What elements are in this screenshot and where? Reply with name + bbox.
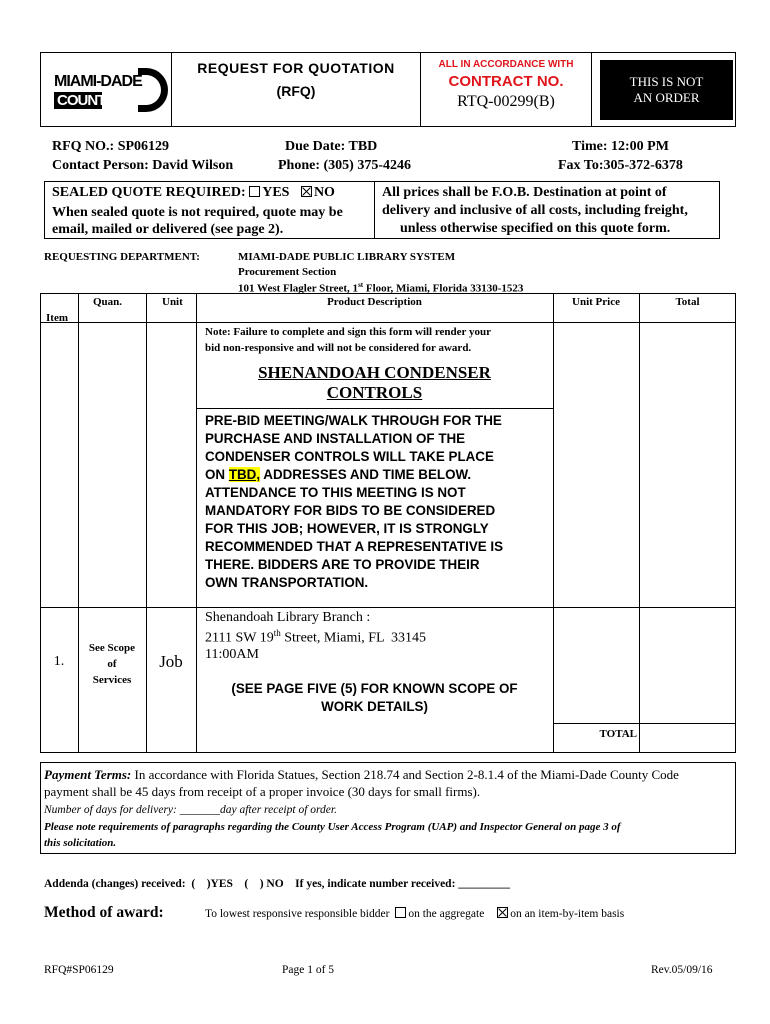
sealed-no-checkbox[interactable]: [301, 186, 312, 197]
fob-line2: delivery and inclusive of all costs, including freight,: [382, 203, 688, 218]
payment-terms-label: Payment Terms:: [44, 767, 132, 782]
award-lowest-bidder: To lowest responsive responsible bidder: [205, 908, 390, 920]
quan-line: Services: [92, 674, 132, 686]
not-order-line2: AN ORDER: [633, 90, 700, 105]
dept-section: Procurement Section: [238, 266, 337, 278]
address-rest: Street, Miami, FL 33145: [280, 630, 427, 646]
sealed-quote-row: [52, 185, 335, 201]
fob-line1: All prices shall be F.O.B. Destination at point of: [382, 185, 667, 200]
dept-address-main: 101 West Flagler Street, 1: [238, 282, 359, 295]
fob-line3: unless otherwise specified on this quote form.: [400, 221, 671, 236]
row-divider: [40, 322, 736, 323]
payment-terms-line2: payment shall be 45 days from receipt of a proper invoice (30 days for small firms).: [44, 784, 481, 799]
project-title-line1: SHENANDOAH CONDENSER: [258, 363, 491, 382]
due-date: Due Date: TBD: [285, 139, 378, 154]
prebid-line: RECOMMENDED THAT A REPRESENTATIVE IS: [205, 539, 504, 554]
sealed-note-line2: When sealed quote is not required, quote may be: [52, 205, 343, 220]
row-divider: [40, 607, 736, 608]
award-options: [205, 907, 624, 920]
tbd-highlight: TBD,: [228, 467, 261, 482]
dept-name: MIAMI-DADE PUBLIC LIBRARY SYSTEM: [238, 251, 456, 263]
logo-text-top: MIAMI-DADE: [54, 73, 142, 90]
footer-rfq-number: RFQ#SP06129: [44, 964, 114, 976]
time: Time: 12:00 PM: [572, 139, 669, 154]
scope-line1: (SEE PAGE FIVE (5) FOR KNOWN SCOPE OF: [231, 681, 518, 696]
prebid-line: PURCHASE AND INSTALLATION OF THE: [205, 431, 466, 446]
prebid-line: OWN TRANSPORTATION.: [205, 575, 369, 590]
address-sup: th: [273, 628, 281, 638]
row-divider: [553, 723, 736, 724]
quan-line: of: [107, 658, 117, 670]
sealed-yes-label: YES: [262, 185, 290, 200]
dept-label: REQUESTING DEPARTMENT:: [44, 251, 200, 263]
prebid-notice: [205, 412, 503, 592]
row-divider: [196, 408, 553, 409]
fax: Fax To:305-372-6378: [558, 158, 683, 173]
not-order-line1: THIS IS NOT: [629, 74, 704, 89]
quan-line: See Scope: [88, 642, 136, 654]
aggregate-label: on the aggregate: [408, 908, 485, 920]
footer-page-number: Page 1 of 5: [282, 964, 335, 976]
prebid-line: ATTENDANCE TO THIS MEETING IS NOT: [205, 485, 466, 500]
project-title-line2: CONTROLS: [326, 383, 423, 402]
uap-note-line2: this solicitation.: [44, 837, 117, 849]
page-title: REQUEST FOR QUOTATION: [197, 60, 395, 76]
item-number: 1.: [53, 654, 65, 669]
aggregate-checkbox[interactable]: [395, 907, 406, 918]
prebid-line: CONDENSER CONTROLS WILL TAKE PLACE: [205, 449, 494, 464]
payment-terms-text: In accordance with Florida Statues, Section 218.74 and Section 2-8.1.4 of the Miami-Dade County Code: [131, 767, 679, 782]
delivery-days: Number of days for delivery: _______day after receipt of order.: [44, 804, 337, 816]
col-header-total: Total: [675, 296, 700, 308]
phone: Phone: (305) 375-4246: [278, 158, 411, 173]
address-main: 2111 SW 19: [205, 630, 274, 646]
sealed-note-line3: email, mailed or delivered (see page 2).: [52, 222, 284, 237]
prebid-line: PRE-BID MEETING/WALK THROUGH FOR THE: [205, 413, 502, 428]
meeting-address: [205, 628, 426, 647]
col-divider: [639, 293, 640, 753]
addenda-received: Addenda (changes) received: ( )YES ( ) NO If yes, indicate number received: _________: [44, 878, 511, 890]
col-header-unit: Unit: [162, 296, 183, 308]
item-by-item-label: on an item-by-item basis: [510, 908, 625, 920]
logo-text-bottom: COUNTY: [57, 92, 115, 109]
prebid-line: THERE. BIDDERS ARE TO PROVIDE THEIR: [205, 557, 480, 572]
accordance-text: ALL IN ACCORDANCE WITH: [438, 59, 574, 70]
note-line1: Note: Failure to complete and sign this form will render your: [205, 326, 491, 338]
prebid-line: MANDATORY FOR BIDS TO BE CONSIDERED: [205, 503, 496, 518]
sealed-no-label: NO: [313, 185, 335, 200]
sealed-yes-checkbox[interactable]: [249, 186, 260, 197]
sealed-quote-label: SEALED QUOTE REQUIRED:: [52, 185, 246, 200]
contract-number: RTQ-00299(B): [457, 93, 555, 110]
footer-revision: Rev.05/09/16: [651, 964, 713, 976]
county-logo: [54, 72, 160, 112]
meeting-time: 11:00AM: [205, 647, 259, 662]
item-quantity: [78, 640, 146, 688]
col-header-quan: Quan.: [93, 296, 123, 308]
col-header-description: Product Description: [327, 296, 422, 308]
dept-address-rest: Floor, Miami, Florida 33130-1523: [363, 282, 524, 295]
col-divider: [553, 293, 554, 753]
rfq-number: RFQ NO.: SP06129: [52, 139, 170, 154]
total-label: TOTAL: [599, 728, 637, 740]
meeting-branch: Shenandoah Library Branch :: [205, 610, 371, 625]
item-by-item-checkbox[interactable]: [497, 907, 508, 918]
col-header-unit-price: Unit Price: [572, 296, 620, 308]
contact-person: Contact Person: David Wilson: [52, 158, 234, 173]
method-of-award-label: Method of award:: [44, 904, 164, 921]
col-divider: [146, 293, 147, 753]
payment-terms: [44, 767, 679, 783]
contract-label: CONTRACT NO.: [448, 73, 564, 90]
prebid-on: ON: [205, 467, 229, 482]
prebid-line-tbd: [205, 466, 503, 484]
prebid-line: FOR THIS JOB; HOWEVER, IT IS STRONGLY: [205, 521, 489, 536]
scope-line2: WORK DETAILS): [321, 699, 428, 714]
divider: [374, 181, 375, 239]
uap-note-line1: Please note requirements of paragraphs regarding the County User Access Program (UAP) and Inspector General on page 3 of: [44, 821, 621, 833]
prebid-after-tbd: ADDRESSES AND TIME BELOW.: [260, 467, 472, 482]
col-header-item: Item: [46, 312, 68, 324]
divider: [591, 52, 592, 127]
dept-address-sup: st: [358, 281, 364, 289]
note-line2: bid non-responsive and will not be considered for award.: [205, 342, 472, 354]
item-unit: Job: [159, 652, 183, 671]
page-subtitle: (RFQ): [276, 83, 316, 99]
